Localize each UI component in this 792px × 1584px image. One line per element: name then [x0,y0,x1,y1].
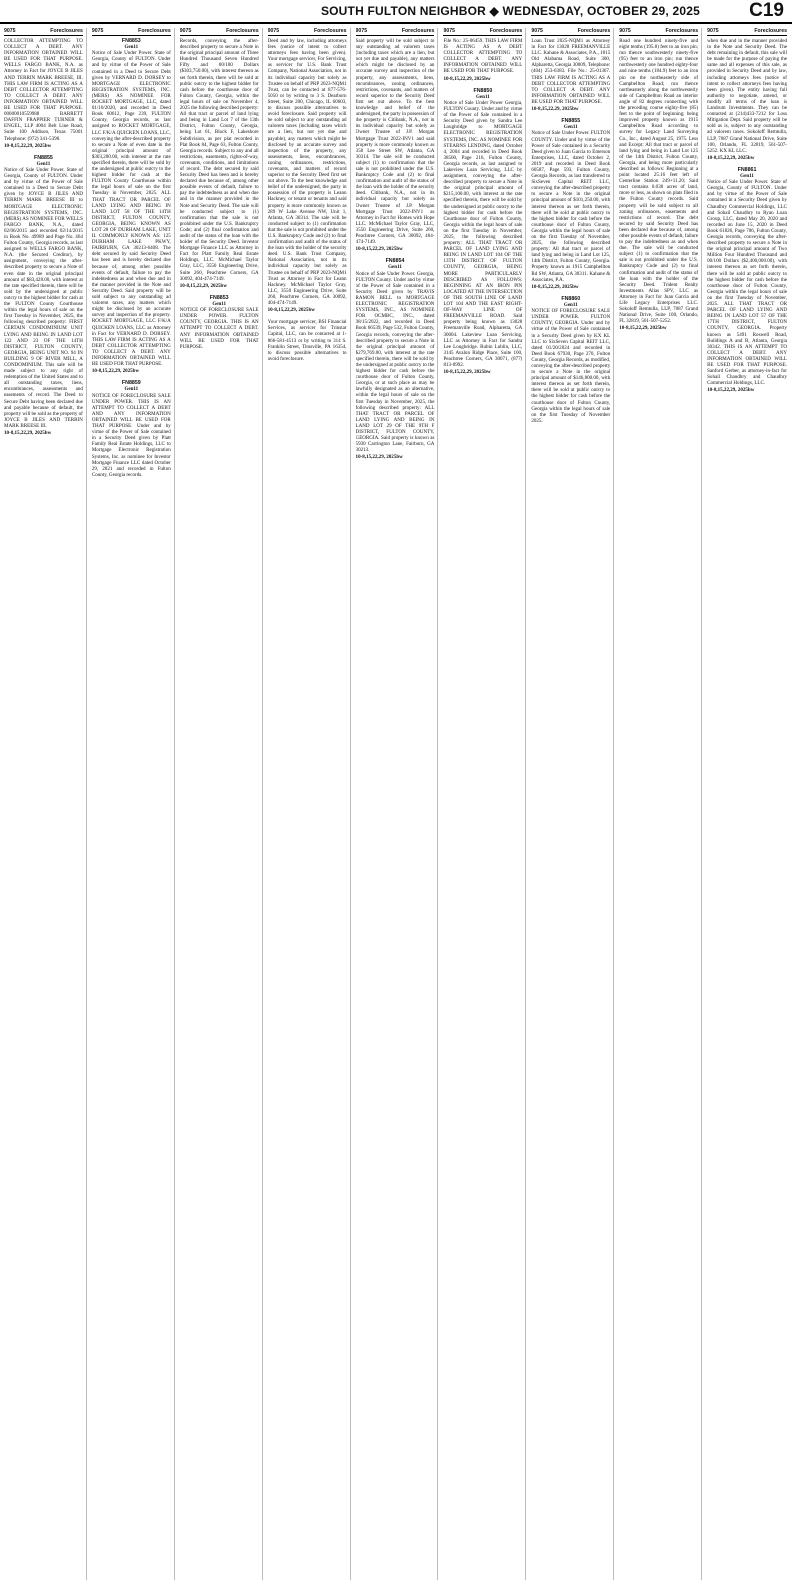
publication-dates: 10-8,15,22,29, 2025bw [4,430,52,437]
column-header [619,28,698,36]
notice-body: Notice of Sale Under Power. State of Georgia, County of FULTON. Under and by virtue of the Power of Sale contained in a Security Deed given by Chaudhry Commercial Holdings, LLC and Sohail Chaudhry to Ryan Loan Group, LLC, dated May 20, 2020 and recorded on June 15, 2020 in Deed Book 61826, Page 706, Fulton County, Georgia records, conveying the after-described property to secure a Note in the original principal amount of Two Million Four Hundred Thousand and 00/100 Dollars ($2,400,000.00), with interest thereon as set forth therein, there will be sold at public outcry to the highest bidder for cash before the courthouse door of Fulton County, Georgia within the legal hours of sale on the first Tuesday of November, 2025. ALL THAT TRACT OR PARCEL OF LAND LYING AND BEING IN LAND LOT 57 OF THE 17TH DISTRICT, FULTON COUNTY, GEORGIA. Property known as 5491 Roswell Road, Buildings A and B, Atlanta, Georgia 30342. THIS IS AN ATTEMPT TO COLLECT A DEBT. ANY INFORMATION OBTAINED WILL BE USED FOR THAT PURPOSE. Sanford Gerber, as attorney-in-fact for Sohail Chaudhry and Chaudhry Commercial Holdings, LLC. [707,179,787,387]
publication-dates: 10-8,15,22,29, 2025bw [619,325,667,332]
legal-notice [356,38,435,252]
classification-code: 9075 [443,28,455,34]
legal-notice [531,38,610,112]
notice-category: Gen11 [124,44,139,51]
notice-number: FN8850 [473,87,493,94]
publication-dates: 10-8,15,22,29, 2025bw [531,283,579,290]
notice-body: COLLECTOR ATTEMPTING TO COLLECT A DEBT. ANY INFORMATION OBTAINED WILL BE USED FOR THAT PURPOSE. WELLS FARGO BANK, N.A. as Attorney in Fact for JOYCE B JILES AND TERRIN MARK BREESE, III. THIS LAW FIRM IS ACTING AS A DEBT COLLECTOR ATTEMPTING TO COLLECT A DEBT. ANY INFORMATION OBTAINED WILL BE USED FOR THAT PURPOSE. 00000010559988 BARRETT DAFFIN FRAPPIER TURNER & ENGEL, LLP 4004 Belt Line Road, Suite 100 Addison, Texas 75001 Telephone: (972) 341-5398. [4,38,83,142]
notice-number: FN8860 [561,295,581,302]
publication-dates: 10-8,15,22,29, 2025bw [707,387,755,394]
notice-body: Notice of Sale Under Power Georgia, FULTON County. Under and by virtue of the Power of Sale contained in a Security Deed given by Sandra Lee Loughridge to MORTGAGE ELECTRONIC REGISTRATION SYSTEMS, INC. AS NOMINEE FOR STEARNS LENDING, dated October 4, 2004 and recorded in Deed Book 38500, Page 216, Fulton County, Georgia records, as last assigned to Lakeview Loan Servicing, LLC by assignment, conveying the after-described property to secure a Note in the original principal amount of $215,100.00, with interest at the rate specified therein, there will be sold by the undersigned at public outcry to the highest bidder for cash before the Courthouse door of Fulton County, Georgia within the legal hours of sale on the first Tuesday in November, 2025, the following described property: ALL THAT TRACT OR PARCEL OF LAND LYING AND BEING IN LAND LOT 104 OF THE 13TH DISTRICT OF FULTON COUNTY, GEORGIA, BEING MORE PARTICULARLY DESCRIBED AS FOLLOWS: BEGINNING AT AN IRON PIN LOCATED AT THE INTERSECTION OF THE SOUTH LINE OF LAND LOT 104 AND THE EAST RIGHT-OF-WAY LINE OF FREEMANVILLE ROAD. Said property being known as 13028 Freemanville Road, Alpharetta, GA 30004. Lakeview Loan Servicing, LLC as Attorney in Fact for Sandra Lee Loughridge. Rubin Lublin, LLC, 3145 Avalon Ridge Place, Suite 100, Peachtree Corners, GA 30071, (877) 813-0992. [443,99,523,368]
legal-notice [180,295,259,350]
column-1 [4,28,87,1580]
column-header [92,28,171,36]
publication-dates: 10-8,15,22,29, 2025bw [355,454,403,461]
legal-notice [4,155,83,436]
legal-notice [707,167,787,394]
notice-body: Said property will be sold subject to any outstanding ad valorem taxes (including taxes which are a lien, but not yet due and payable), any matters which might be disclosed by an accurate survey and inspection of the property, any assessments, liens, encumbrances, zoning ordinances, restrictions, covenants, and matters of record superior to the Security Deed first set out above. To the best knowledge and belief of the undersigned, the party in possession of the property is Citibank, N.A., not in its individual capacity but solely as Owner Trustee of J.P. Morgan Mortgage Trust 2022-INV1 and said property is more commonly known as 358 Lee Street SW, Atlanta, GA 30314. The sale will be conducted subject (1) to confirmation that the sale is not prohibited under the U.S. Bankruptcy Code and (2) to final confirmation and audit of the status of the loan with the holder of the security deed. Citibank, N.A., not in its individual capacity but solely as Owner Trustee of J.P. Morgan Mortgage Trust 2022-INV1 as Attorney in Fact for Homes with Hope LLC. McMichael Taylor Gray, LLC, 3550 Engineering Drive, Suite 260, Peachtree Corners, GA 30092, 404-474-7149. [355,38,435,246]
notice-body: Notice of Sale Under Power. State of Georgia, County of FULTON. Under and by virtue of the Power of Sale contained in a Deed to Secure Debt given by JOYCE B JILES AND TERRIN MARK BREESE III to MORTGAGE ELECTRONIC REGISTRATION SYSTEMS, INC. (MERS) AS NOMINEE FOR WELLS FARGO BANK, N.A., dated 02/06/2015 and recorded 02/14/2015 in Book No. 49989 and Page No. 464 Fulton County, Georgia records, as last assigned to WELLS FARGO BANK, N.A. (the Secured Creditor), by assignment, conveying the after-described property to secure a Note of even date in the original principal amount of $83,428.00, with interest at the rate specified therein, there will be sold by the undersigned at public outcry to the highest bidder for cash at the FULTON County Courthouse within the legal hours of sale on the first Tuesday in November, 2025, the following described property: FIRST CERTAIN CONDOMINIUM UNIT LYING AND BEING IN LAND LOT 122 AND 23 OF THE 14TH DISTRICT, FULTON COUNTY, GEORGIA, BEING UNIT NO. 94 IN BUILDING 9 OF RIVER MILL, A CONDOMINIUM. This sale will be made subject to any right of redemption of the United States and to all outstanding taxes, liens, encumbrances, assessments and easements of record. The Deed to Secure Debt having been declared due and payable because of default, the property will be sold as the property of JOYCE B JILES AND TERRIN MARK BREESE III. [4,166,83,429]
column-header [180,28,259,36]
publication-dates: 10-8,15,22,29, 2025bw [707,154,755,161]
notice-category: Gen11 [212,301,227,308]
legal-notice [4,38,83,149]
classification-label: Foreclosures [226,28,259,34]
classification-code: 9075 [707,28,719,34]
classification-code: 9075 [355,28,368,34]
notice-body: Deed and by law, including attorneys fees (notice of intent to collect attorneys fees having been given). Your mortgage servicer, For Servicing, as servicer for U.S. Bank Trust Company, National Association, not in its individual capacity but solely as Trustee on behalf of PRP 2023-NQM1 Trust, can be contacted at 877-576-5050 or by writing to 3 S. Dearborn Street, Suite 200, Chicago, IL 60603, to discuss possible alternatives to avoid foreclosure. Said property will be sold subject to any outstanding ad valorem taxes (including taxes which are a lien, but not yet due and payable), any matters which might be disclosed by an accurate survey and inspection of the property, any assessments, liens, encumbrances, zoning ordinances, restrictions, covenants, and matters of record superior to the Security Deed first set out above. To the best knowledge and belief of the undersigned, the party in possession of the property is Leann Hackney, or tenant or tenants and said property is more commonly known as 289 W Lake Avenue NW, Unit 1, Atlanta, GA 30314. The sale will be conducted subject to (1) confirmation that the sale is not prohibited under the U.S. Bankruptcy Code and (2) to final confirmation and audit of the status of the loan with the holder of the security deed. U.S. Bank Trust Company, National Association, not in its individual capacity but solely as Trustee on behalf of PRP 2023-NQM1 Trust as Attorney in Fact for Leann Hackney. McMichael Taylor Gray, LLC, 3550 Engineering Drive, Suite 260, Peachtree Corners, GA 30092, 404-474-7149. [267,38,347,307]
classified-columns [4,28,790,1580]
notice-body: NOTICE OF FORECLOSURE SALE UNDER POWER. FULTON COUNTY, GEORGIA. THIS IS AN ATTEMPT TO COLLECT A DEBT. ANY INFORMATION OBTAINED WILL BE USED FOR THAT PURPOSE. [179,307,259,350]
notice-number: FN8853 [121,38,141,44]
notice-number: FN8855 [561,118,581,125]
notice-number: FN8859 [121,380,141,387]
classification-code: 9075 [267,28,280,34]
classification-label: Foreclosures [50,28,83,34]
legal-notice [92,38,171,374]
legal-notice [531,118,610,290]
notice-category: Gen11 [36,160,51,167]
publication-dates: 10-8,15,22,29, 2025bw [91,368,140,375]
legal-notice [443,88,522,376]
column-header [268,28,347,36]
classification-code: 9075 [619,28,631,34]
notice-body: File No.: 25-06459. THIS LAW FIRM IS ACTING AS A DEBT COLLECTOR ATTEMPTING TO COLLECT A DEBT. ANY INFORMATION OBTAINED WILL BE USED FOR THAT PURPOSE. [443,38,523,75]
classification-label: Foreclosures [138,28,171,34]
classification-label: Foreclosures [665,28,699,34]
notice-body: Loan Trust 2025-NQM1 as Attorney in Fact for 13028 FREEMANVILLE LLC. Kahane & Associates, P.A., 1815 Old Alabama Road, Suite 300, Alpharetta, Georgia 30009, Telephone: (404) 253-6383. File No.: 25-01367. THIS LAW FIRM IS ACTING AS A DEBT COLLECTOR ATTEMPTING TO COLLECT A DEBT. ANY INFORMATION OBTAINED WILL BE USED FOR THAT PURPOSE. [531,38,611,105]
notice-category: Gen11 [563,124,578,131]
classification-label: Foreclosures [754,28,787,34]
notice-body: Notice of Sale Under Power. State of Georgia, County of FULTON. Under and by virtue of the Power of Sale contained in a Deed to Secure Debt given by VERNARD D. DORSEY to MORTGAGE ELECTRONIC REGISTRATION SYSTEMS, INC. (MERS) AS NOMINEE FOR ROCKET MORTGAGE, LLC, dated 01/10/2020, and recorded in Deed Book 60612, Page 239, FULTON County, Georgia records, as last assigned to ROCKET MORTGAGE, LLC F/K/A QUICKEN LOANS, LLC, conveying the after-described property to secure a Note of even date in the original principal amount of $303,200.00, with interest at the rate specified therein, there will be sold by the undersigned at public outcry to the highest bidder for cash at the FULTON County Courthouse within the legal hours of sale on the first Tuesday in November, 2025. ALL THAT TRACT OR PARCEL OF LAND LYING AND BEING IN LAND LOT 58 OF THE 14TH DISTRICT, FULTON COUNTY, GEORGIA, BEING KNOWN AS LOT 28 OF DURHAM LAKE, UNIT II. COMMONLY KNOWN AS: 125 DURHAM LAKE PKWY, FAIRBURN, GA 30213-6408. The debt secured by said Security Deed has been and is hereby declared due because of, among other possible events of default, failure to pay the indebtedness as and when due and in the manner provided in the Note and Security Deed. Said property will be sold subject to any outstanding ad valorem taxes, any matters which might be disclosed by an accurate survey and inspection of the property. ROCKET MORTGAGE, LLC F/K/A QUICKEN LOANS, LLC as Attorney in Fact for VERNARD D. DORSEY. THIS LAW FIRM IS ACTING AS A DEBT COLLECTOR ATTEMPTING TO COLLECT A DEBT. ANY INFORMATION OBTAINED WILL BE USED FOR THAT PURPOSE. [91,50,171,368]
notice-number: FN8853 [209,294,229,301]
legal-notice [92,380,171,478]
column-2 [92,28,175,1580]
column-5 [356,28,439,1580]
column-3 [180,28,263,1580]
publication-dates: 10-8,15,22,29, 2025bw [179,282,228,289]
legal-notice [356,258,435,460]
page-masthead [0,0,792,24]
page-number: C19 [749,0,784,21]
notice-number: FN8861 [737,166,757,173]
publication-dates: 10-8,15,22,29, 2025bw [531,106,579,113]
column-9 [707,28,790,1580]
notice-category: Gen11 [124,386,139,393]
classification-label: Foreclosures [401,28,435,34]
publication-title: SOUTH FULTON NEIGHBOR ◆ WEDNESDAY, OCTOBER 29, 2025 [320,4,700,18]
legal-notice [531,296,610,424]
publication-dates: 10-8,15,22,29, 2025bw [355,246,403,253]
classification-label: Foreclosures [313,28,347,34]
classification-code: 9075 [179,28,192,34]
column-4 [268,28,351,1580]
notice-number: FN8855 [34,154,53,161]
publication-dates: 10-8,15,22,29, 2025bw [443,75,491,82]
classification-label: Foreclosures [489,28,523,34]
classification-label: Foreclosures [577,28,611,34]
notice-category: Gen11 [388,264,402,271]
classification-code: 9075 [4,28,16,34]
notice-category: Gen11 [476,93,490,100]
notice-body: when due and in the manner provided in the Note and Security Deed. The debt remaining in default, this sale will be made for the purpose of paying the same and all expenses of this sale, as provided in Security Deed and by law, including attorneys fees (notice of intent to collect attorneys fees having been given). The entity having full authority to negotiate, amend, or modify all terms of the loan is Landrum Investments. They can be contacted at (214)433-7212 for Loss Mitigation Dept. Said property will be sold as is, subject to any outstanding ad valorem taxes. Sokoloff Remtulla, LLP, 7087 Grand National Drive, Suite 100, Orlando, FL 32819, 561-507-5252. KX KL LLC. [707,38,787,154]
column-header [443,28,522,36]
notice-body: NOTICE OF FORECLOSURE SALE UNDER POWER. THIS IS AN ATTEMPT TO COLLECT A DEBT AND ANY INFORMATION OBTAINED WILL BE USED FOR THAT PURPOSE. Under and by virtue of the Power of Sale contained in a Security Deed given by Platt Family Real Estate Holdings, LLC to Mortgage Electronic Registration Systems, Inc. as nominee for Investor Mortgage Finance LLC dated October 29, 2021 and recorded in Fulton County, Georgia records. [91,392,171,478]
notice-body: Your mortgage servicer, BSI Financial Services, as servicer for Trinstar Capital, LLC, can be contacted at 1-866-581-4513 or by writing to 314 S. Franklin Street, Titusville, PA 16354, to discuss possible alternatives to avoid foreclosure. [267,319,347,362]
legal-notice [180,38,259,289]
publication-dates: 10-8,15,22,29, 2025bw [267,307,315,314]
legal-notice [619,38,698,332]
column-header [531,28,610,36]
notice-body: Notice of Sale Under Power. FULTON COUNTY. Under and by virtue of the Power of Sale contained in a Security Deed given to Juan Garcia to Emerson Enterprises, LLC, dated October 2, 2019 and recorded in Deed Book 60587, Page 593, Fulton County, Georgia Records, as last transferred to SixSeven Capital REIT LLC, conveying the after-described property to secure a Note in the original principal amount of $101,250.00, with interest thereon as set forth therein, there will be sold at public outcry to the highest bidder for cash before the courthouse door of Fulton County, Georgia within the legal hours of sale on the first Tuesday of November, 2025, the following described property: All that tract or parcel of land lying and being in Land Lot 125, 14th District, Fulton County, Georgia. Property known as 1915 Campbellton Rd SW, Atlanta, GA 30311. Kahane & Associates, P.A. [531,130,611,283]
column-6 [443,28,526,1580]
notice-body: Road one hundred ninety-five and eight tenths (195.8) feet to an iron pin; run thence southwesterly ninety-five (95) feet to an iron pin; run thence northwesterly one hundred eighty-four and nine tenths (184.9) feet to an iron pin on the northeasterly side of Campbellton Road; run thence northeasterly along the northwesterly side of Campbellton Road an interior angle of 82 degrees connecting with the preceding course eighty-five (85) feet to the point of beginning; being improved property known as 1915 Campbellton Road according to survey for Legacy Land Surveying Co., Inc., dated August 25, 1975. Less and Except: All that tract or parcel of land lying and being in Land Lot 125 of the 14th District, Fulton County, Georgia, and being more particularly described as follows: Beginning at a point located 25.16 feet left of Centerline Station 249+11.20; Said tract contains 0.030 acres of land, more or less, as shown on plats filed in the Fulton County records. Said property will be sold subject to all zoning ordinances, easements and restrictions of record. The debt secured by said Security Deed has been declared due because of, among other possible events of default, failure to pay the indebtedness as and when due. The sale will be conducted subject (1) to confirmation that the sale is not prohibited under the U.S. Bankruptcy Code and (2) to final confirmation and audit of the status of the loan with the holder of the Security Deed. Trident Realty Investments Alias SPV, LLC as Attorney in Fact for Juan Garcia and Life Legacy Enterprises LLC. Sokoloff Remtulla, LLP, 7087 Grand National Drive, Suite 100, Orlando, FL 32819, 561-507-5252. [619,38,699,325]
notice-body: Notice of Sale Under Power. Georgia, FULTON County. Under and by virtue of the Power of Sale contained in a Security Deed given by TRAVIS RAMON BELL to MORTGAGE ELECTRONIC REGISTRATION SYSTEMS, INC., AS NOMINEE FOR OCMBC, INC., dated 08/15/2022, and recorded in Deed Book 66539, Page 532, Fulton County, Georgia records, conveying the after-described property to secure a Note in the original principal amount of $279,769.00, with interest at the rate specified therein, there will be sold by the undersigned at public outcry to the highest bidder for cash before the courthouse door of Fulton County, Georgia, or at such place as may be lawfully designated as an alternative, within the legal hours of sale on the first Tuesday in November, 2025, the following described property: ALL THAT TRACT OR PARCEL OF LAND LYING AND BEING IN LAND LOT 29 OF THE 9TH F DISTRICT, FULTON COUNTY, GEORGIA. Said property is known as 5930 Carrington Lane, Fairburn, GA 30213. [355,270,435,454]
publication-dates: 10-8,15,22,29, 2025bw [443,369,491,376]
notice-category: Gen11 [563,302,578,309]
legal-notice [443,38,522,82]
classification-code: 9075 [531,28,543,34]
column-8 [619,28,702,1580]
column-header [4,28,83,36]
column-7 [531,28,614,1580]
legal-notice [268,38,347,313]
column-header [707,28,787,36]
publication-dates: 10-8,15,22,29, 2025bw [4,142,52,149]
notice-category: Gen11 [740,173,754,180]
notice-number: FN8854 [385,258,405,265]
classification-code: 9075 [91,28,104,34]
notice-body: NOTICE OF FORECLOSURE SALE UNDER POWER. FULTON COUNTY, GEORGIA. Under and by virtue of the Power of Sale contained in a Security Deed given by KX KL LLC to SixSeven Capital REIT LLC, dated 01/20/2024 and recorded in Deed Book 67930, Page 270, Fulton County, Georgia Records, as modified, conveying the after-described property to secure a Note in the original principal amount of $146,800.00, with interest thereon as set forth therein, there will be sold at public outcry to the highest bidder for cash before the courthouse door of Fulton County, Georgia within the legal hours of sale on the first Tuesday of November 2025. [531,308,611,424]
legal-notice [268,319,347,362]
notice-body: Records, conveying the after-described property to secure a Note in the original principal amount of Three Hundred Thousand Seven Hundred Fifty and 00/100 Dollars ($303,750.00), with interest thereon as set forth therein, there will be sold at public outcry to the highest bidder for cash before the courthouse door of Fulton County, Georgia, within the legal hours of sale on November 4, 2025 the following described property: All that tract or parcel of land lying and being in Land Lot 7 of the 13th District, Fulton County, Georgia, being Lot 61, Block F, Lakeshore Subdivision, as per plat recorded in Plat Book 84, Page 63, Fulton County, Georgia records. Subject to any and all restrictions, easements, rights-of-way, covenants, conditions, and limitations of record. The debt secured by said Security Deed has been and is hereby declared due because of, among other possible events of default, failure to pay the indebtedness as and when due and in the manner provided in the Note and Security Deed. The sale will be conducted subject to (1) confirmation that the sale is not prohibited under the U.S. Bankruptcy Code; and (2) final confirmation and audit of the status of the loan with the holder of the Security Deed. Investor Mortgage Finance LLC as Attorney in Fact for Platt Family Real Estate Holdings, LLC. McMichael Taylor Gray, LLC, 3550 Engineering Drive, Suite 260, Peachtree Corners, GA 30092, 404-474-7149. [179,38,259,282]
legal-notice [707,38,787,161]
column-header [356,28,435,36]
